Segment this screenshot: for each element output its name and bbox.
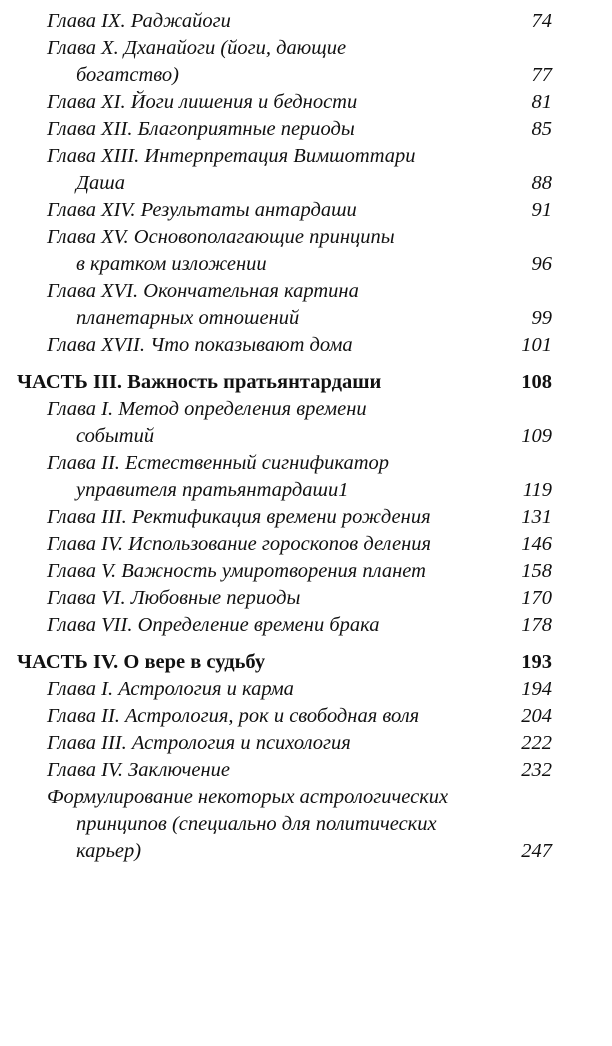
- page-number: 194: [521, 678, 552, 700]
- chapter-title: Глава III. Ректификация времени рождения: [47, 506, 431, 528]
- page-number: 119: [522, 479, 552, 501]
- page-number: 232: [521, 759, 552, 781]
- page-number: 77: [531, 64, 552, 86]
- chapter-title: Глава X. Дханайоги (йоги, дающие: [47, 37, 347, 59]
- page-number: 146: [521, 533, 552, 555]
- chapter-title-cont: планетарных отношений: [76, 307, 300, 329]
- chapter-title: Глава XVII. Что показывают дома: [47, 334, 353, 356]
- chapter-title: Глава IX. Раджайоги: [47, 10, 231, 32]
- chapter-title: Глава XVI. Окончательная картина: [47, 280, 359, 302]
- page-number: 109: [521, 425, 552, 447]
- toc-entry-continuation: [0, 477, 612, 504]
- page-number: 74: [531, 10, 552, 32]
- part-heading: [0, 369, 612, 396]
- page-number: 193: [521, 651, 552, 673]
- toc-entry-continuation: [0, 251, 612, 278]
- appendix-title: Формулирование некоторых астрологических: [47, 786, 449, 808]
- page-number: 131: [521, 506, 552, 528]
- chapter-title: Глава XI. Йоги лишения и бедности: [47, 91, 358, 113]
- chapter-title: Глава IV. Использование гороскопов деления: [47, 533, 432, 555]
- page-number: 222: [521, 732, 552, 754]
- toc-entry: [0, 757, 612, 784]
- appendix-title-cont: принципов (специально для политических: [76, 813, 437, 835]
- toc-entry: [0, 224, 612, 251]
- page-number: 101: [521, 334, 552, 356]
- page-number: 96: [531, 253, 552, 275]
- chapter-title: Глава II. Естественный сигнификатор: [47, 452, 390, 474]
- toc-entry-continuation: [0, 423, 612, 450]
- chapter-title-cont: в кратком изложении: [76, 253, 267, 275]
- appendix-title-cont: карьер): [76, 840, 142, 862]
- chapter-title: Глава XIII. Интерпретация Вимшоттари: [47, 145, 416, 167]
- page-number: 99: [531, 307, 552, 329]
- page-number: 204: [521, 705, 552, 727]
- chapter-title-cont: Даша: [76, 172, 126, 194]
- chapter-title-cont: управителя пратьянтардаши1: [76, 479, 349, 501]
- toc-entry: [0, 703, 612, 730]
- page-number: 91: [531, 199, 552, 221]
- part-title: ЧАСТЬ III. Важность пратьянтардаши: [17, 371, 382, 393]
- toc-entry: [0, 396, 612, 423]
- toc-entry: [0, 116, 612, 143]
- chapter-title: Глава I. Метод определения времени: [47, 398, 367, 420]
- page-number: 170: [521, 587, 552, 609]
- page-number: 85: [531, 118, 552, 140]
- toc-entry: [0, 197, 612, 224]
- toc-entry: [0, 504, 612, 531]
- toc-entry: [0, 89, 612, 116]
- chapter-title: Глава XIV. Результаты антардаши: [47, 199, 357, 221]
- chapter-title: Глава V. Важность умиротворения планет: [47, 560, 426, 582]
- toc-entry: [0, 143, 612, 170]
- toc-entry-appendix: [0, 784, 612, 811]
- toc-entry: [0, 531, 612, 558]
- toc-entry: [0, 558, 612, 585]
- page-number: 81: [531, 91, 552, 113]
- toc-entry: [0, 450, 612, 477]
- chapter-title-cont: событий: [76, 425, 155, 447]
- toc-entry: [0, 612, 612, 639]
- table-of-contents: [0, 8, 612, 865]
- chapter-title: Глава VII. Определение времени брака: [47, 614, 380, 636]
- section-gap: [0, 639, 612, 649]
- toc-entry-continuation: [0, 305, 612, 332]
- toc-entry-continuation: [0, 62, 612, 89]
- chapter-title: Глава XV. Основополагающие принципы: [47, 226, 395, 248]
- toc-entry-continuation: [0, 838, 612, 865]
- toc-entry-continuation: [0, 811, 612, 838]
- chapter-title: Глава XII. Благоприятные периоды: [47, 118, 355, 140]
- toc-entry: [0, 35, 612, 62]
- chapter-title: Глава IV. Заключение: [47, 759, 231, 781]
- page-number: 178: [521, 614, 552, 636]
- page-number: 88: [531, 172, 552, 194]
- chapter-title: Глава I. Астрология и карма: [47, 678, 294, 700]
- part-title: ЧАСТЬ IV. О вере в судьбу: [17, 651, 266, 673]
- toc-entry: [0, 278, 612, 305]
- toc-entry: [0, 8, 612, 35]
- toc-entry: [0, 676, 612, 703]
- section-gap: [0, 359, 612, 369]
- page-number: 158: [521, 560, 552, 582]
- toc-entry: [0, 585, 612, 612]
- chapter-title: Глава II. Астрология, рок и свободная воля: [47, 705, 420, 727]
- page-number: 247: [521, 840, 552, 862]
- toc-entry: [0, 730, 612, 757]
- part-heading: [0, 649, 612, 676]
- chapter-title: Глава VI. Любовные периоды: [47, 587, 301, 609]
- chapter-title-cont: богатство): [76, 64, 179, 86]
- chapter-title: Глава III. Астрология и психология: [47, 732, 351, 754]
- toc-entry: [0, 332, 612, 359]
- toc-entry-continuation: [0, 170, 612, 197]
- page-number: 108: [521, 371, 552, 393]
